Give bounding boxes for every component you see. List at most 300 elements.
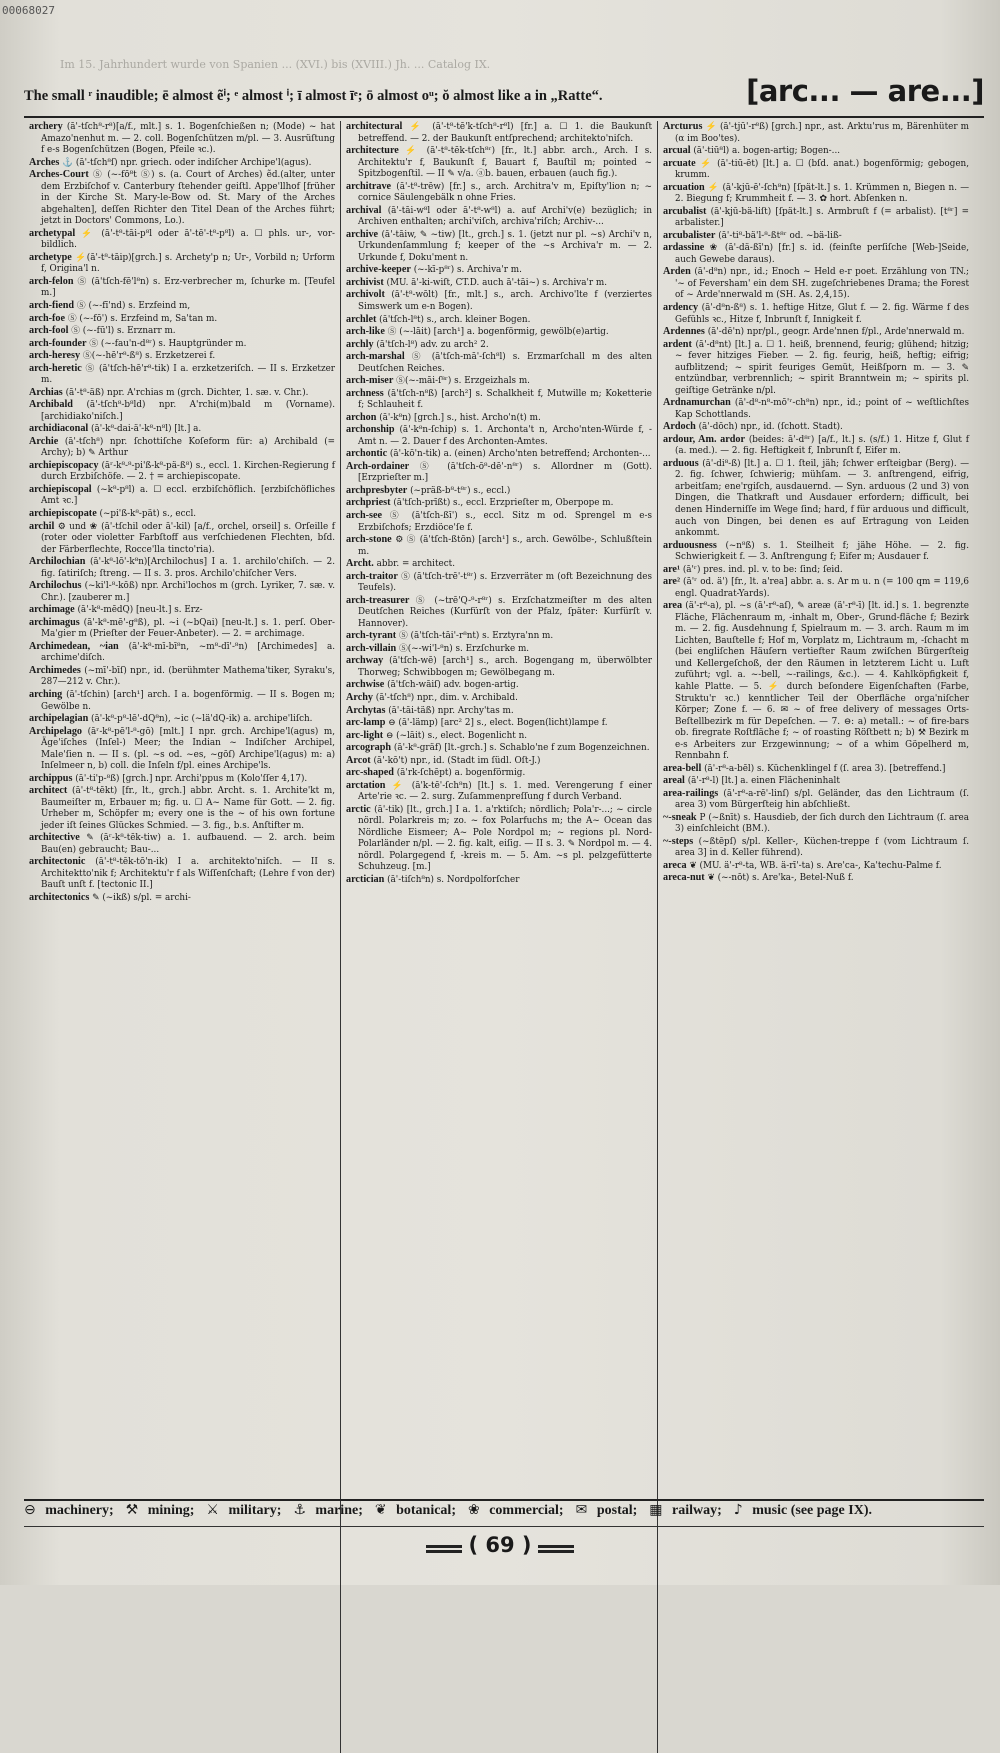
- dictionary-entry: [29, 313, 335, 326]
- page-header: [24, 74, 984, 118]
- symbol-legend: [24, 1502, 984, 1524]
- dictionary-entry: [346, 804, 652, 874]
- headword: archness: [346, 387, 384, 399]
- headword: archimagus: [29, 616, 80, 628]
- dictionary-entry: [346, 767, 652, 780]
- dictionary-entry: [663, 434, 969, 458]
- dictionary-entry: [346, 289, 652, 313]
- entry-definition: Ⓢ (~-lāit) [arch¹] a. bogenförmig, gewölb(e)artig.: [387, 327, 609, 338]
- headword: Archilochian: [29, 556, 86, 568]
- headword: arcograph: [346, 742, 392, 754]
- entry-definition: ❀ (ā'-dä-ßī'n) [fr.] s. id. (feinſte perſiſche [Web-]Seide, auch Gewebe daraus).: [675, 243, 970, 265]
- headword: architectonics: [29, 892, 90, 903]
- legend-label: botanical;: [396, 1503, 456, 1518]
- entry-definition: Ⓢ(~-māi-ſ⁸ʳ) s. Erzgeizhals m.: [396, 376, 530, 387]
- headword: arcuation: [663, 181, 705, 193]
- dictionary-entry: [346, 755, 652, 768]
- legend-symbol-icon: ⊖: [24, 1502, 36, 1518]
- dictionary-entry: [346, 205, 652, 229]
- dictionary-entry: [663, 564, 969, 577]
- headword: archetype: [29, 251, 72, 263]
- dictionary-entry: [29, 604, 335, 617]
- headword: arch-traitor: [346, 570, 398, 582]
- headword: archive-keeper: [346, 264, 411, 276]
- dictionary-entry: [346, 717, 652, 730]
- dictionary-entry: [663, 458, 969, 540]
- dictionary-entry: [346, 595, 652, 631]
- headword: Arcturus: [663, 121, 703, 132]
- dictionary-entry: [29, 617, 335, 641]
- headword: arc-shaped: [346, 767, 394, 779]
- entry-definition: (~ki'l-⁸-kōß) npr. Archi'lochos m (grch. Lyriker, 7. sæ. v. Chr.). [zauberer m.]: [41, 581, 336, 603]
- headword: ardent: [663, 338, 692, 350]
- headword: arctician: [346, 873, 385, 885]
- headword: Archimedes: [29, 664, 81, 676]
- dictionary-entry: [663, 860, 969, 873]
- entry-definition: (ā'-r⁸-l) [lt.] a. einen Flächeninhalt: [687, 776, 840, 787]
- dictionary-entry: [346, 705, 652, 718]
- header-rule: [24, 116, 984, 118]
- entry-definition: Ⓢ (ā'tſch-ßī') s., eccl. Sitz m od. Sprengel m e-s Erzbiſchofs; Erzdiöce'ſe f.: [358, 511, 652, 533]
- headword: arc-lamp: [346, 717, 386, 729]
- legend-symbol-icon: ❀: [467, 1502, 480, 1518]
- entry-definition: (ā'-k⁸-mē'-g⁸ß), pl. ~i (~bQai) [neu-lt.] s. 1. perſ. Ober-Ma'gier m (Prieſter der Feuer-Anbeter). — 2. = archimage.: [41, 617, 336, 640]
- headword: Ardennes: [663, 326, 705, 338]
- headword: Archipelago: [29, 725, 83, 737]
- headword: Archilochus: [29, 580, 82, 592]
- entry-definition: ⊖ (~lāit) s., elect. Bogenlicht n.: [385, 730, 528, 741]
- entry-definition: ⚡ (ā'-tjū'-r⁸ß) [grch.] npr., ast. Arktu'rus m, Bärenhüter m (α im Boo'tes).: [675, 122, 969, 144]
- headword: are²: [663, 576, 681, 588]
- dictionary-entry: [29, 436, 335, 460]
- dictionary-entry: [663, 540, 969, 564]
- headword: arch-villain: [346, 642, 397, 654]
- dictionary-entry: [346, 510, 652, 534]
- headword: archiepiscopal: [29, 483, 92, 495]
- headword: Arden: [663, 266, 691, 278]
- dictionary-entry: [29, 785, 335, 832]
- entry-definition: (ā'-ti'p-⁸ß) [grch.] npr. Archi'ppus m (Kolo'ſſer 4,17).: [75, 773, 308, 784]
- entry-definition: Ⓢ (ā'tſch-fē'l⁸n) s. Erz-verbrecher m, ſchurke m. [Teufel m.]: [41, 276, 336, 299]
- dictionary-entry: [663, 788, 969, 812]
- entry-definition: (~mī'-bīſ) npr., id. (berühmter Mathema'tiker, Syraku's, 287—212 v. Chr.).: [41, 665, 335, 688]
- dictionary-entry: [29, 399, 335, 423]
- entry-definition: (ā'-t⁸-trēw) [fr.] s., arch. Architra'v m, Epiſty'lion n; ~ cornice Säulengebälk n ohne Fries.: [358, 181, 653, 204]
- entry-definition: ⚓ (ā'-tſch⁸ſ) npr. griech. oder indiſcher Archipe'l(agus).: [62, 157, 312, 168]
- dictionary-entry: [29, 856, 335, 892]
- dictionary-entry: [29, 556, 335, 580]
- legend-label: marine;: [315, 1503, 363, 1518]
- entry-definition: (āʳ-k⁸-pē'l-⁸-gō) [mlt.] I npr. grch. Archipe'l(agus) m, Äge'iſches (Inſel-) Meer; the Indian ~ Indiſcher Archipel, Male'ſien n. — II s. (pl. ~s od. ~es, ~gōſ) Archipe'l(agus) m: a) Inſelmeer n, b) coll. die Inſeln f/pl. eines Archipe'ls.: [41, 726, 336, 772]
- entry-definition: (ā'tſch-n⁸ß) [arch²] s. Schalkheit f, Mutwille m; Koketterie f; Schlauheit f.: [358, 388, 653, 411]
- legend-symbol-icon: ⚔: [206, 1502, 219, 1518]
- entry-definition: ✎ (~ikß) s/pl. = archi-: [92, 893, 191, 903]
- entry-definition: (ā'-k⁸-mī-bī⁸n, ~m⁸-dī'-⁸n) [Archimedes] a. archime'diſch.: [41, 641, 335, 664]
- entry-definition: (āʳ-k⁸-⁸-pi'ß-k⁸-pä-ß⁸) s., eccl. 1. Kirchen-Regierung f durch Erzbiſchöfe. — 2. † = archiepiscopate.: [41, 460, 336, 483]
- entry-definition: (ā'-t⁸-wōlt) [fr., mlt.] s., arch. Archivo'lte f (verziertes Simswerk um e-n Bogen).: [358, 290, 653, 312]
- legend-item: [468, 1503, 570, 1518]
- dictionary-entry: [663, 775, 969, 788]
- entry-definition: Ⓢ (~-fū'l) s. Erznarr m.: [71, 326, 176, 337]
- entry-definition: (ā'-k⁸-gräf) [lt.-grch.] s. Schablo'ne f zum Bogenzeichnen.: [393, 743, 650, 754]
- entry-definition: (ā'-tſch⁸-r⁸)[a/f., mlt.] s. 1. Bogenſchießen n; (Mode) ~ hat Amazo'nenhut m. — 2. coll. Bogenſchützen m/pl. — 3. Ausrüſtung f e-s Bogenſchützen (Bogen, Pfeile ꝛc.).: [41, 122, 335, 156]
- headword: arduousness: [663, 539, 717, 551]
- dictionary-entry: [663, 182, 969, 206]
- dictionary-entry: [346, 692, 652, 705]
- dictionary-entry: [29, 713, 335, 726]
- ornament-right: [538, 1545, 574, 1548]
- entry-definition: (ā'-tāiw, ✎ ~tiw) [lt., grch.] s. 1. (jetzt nur pl. ~s) Archi'v n, Urkundenſammlung f; keeper of the ~s Archiva'r m. — 2. Urkunde f, Doku'ment n.: [358, 229, 653, 263]
- entry-definition: abbr. = architect.: [376, 559, 455, 570]
- entry-definition: Ⓢ(~-wi'l-⁸n) s. Erzſchurke m.: [398, 643, 530, 654]
- footer-rule: [24, 1499, 984, 1501]
- entry-definition: (MU. ā'-ki-wiſt, CT.D. auch ā'-tāi~) s. Archiva'r m.: [386, 277, 608, 288]
- entry-definition: Ⓢ (~-fō⁸t Ⓢ) s. (a. Court of Arches) ẽd.(alter, unter dem Erzbiſchof v. Canterbury ſtehender geiſtl. Appe'llhof [früher in der Kirche St. Mary-le-Bow od. St. Mary of the Arches abgehalten], deſſen Richter den Titel Dean of the Arches führt; jetzt in Doctors' Commons, Lo.).: [41, 170, 335, 227]
- headword: architectural: [346, 121, 403, 132]
- entry-definition: Ⓢ (~-fō') s. Erzfeind m, Sa'tan m.: [67, 313, 218, 324]
- entry-definition: (ā'-tſch⁸-b⁸ld) npr. A'rchi(m)bald m (Vorname). [archidiako'niſch.]: [41, 400, 336, 422]
- dictionary-entry: [346, 534, 652, 558]
- entry-definition: (~n⁸ß) s. 1. Steilheit f; jähe Höhe. — 2. fig. Schwierigkeit f. — 3. Anſtrengung f; Eifer m; Ausdauer f.: [675, 540, 969, 563]
- entry-definition: (ā'-kō't) npr., id. (Stadt im ſüdl. Oſt-J.): [373, 755, 541, 766]
- legend-label: commercial;: [489, 1503, 564, 1518]
- entry-definition: Ⓢ(~-hē'r⁸-ß⁸) s. Erzketzerei f.: [82, 351, 216, 362]
- entry-definition: (ā'-tſch⁸) npr., dim. v. Archibald.: [375, 692, 518, 703]
- page-number-block: [0, 1533, 1000, 1557]
- entry-definition: ⚡ (ā'-t⁸-tē'k-tſch⁸-r⁸l) [fr.] a. ☐ 1. die Baukunſt betreffend. — 2. der Baukunſt entſprechend; architekto'niſch.: [358, 122, 652, 144]
- headword: arch-foe: [29, 312, 66, 324]
- entry-definition: (ā'tſch-l⁸t) s., arch. kleiner Bogen.: [379, 314, 531, 325]
- entry-definition: ❦ (~-nōt) s. Are'ka-, Betel-Nuß f.: [707, 873, 854, 884]
- entry-definition: (ā'-k⁸-dai-ä'-k⁸-n⁸l) [lt.] a.: [91, 424, 202, 435]
- dictionary-entry: [663, 206, 969, 230]
- headword: Archibald: [29, 399, 73, 411]
- dictionary-entry: [663, 326, 969, 339]
- headword: archwise: [346, 679, 385, 691]
- dictionary-entry: [663, 763, 969, 776]
- footer-rule-lower: [24, 1526, 984, 1527]
- headword: Archt.: [346, 558, 374, 570]
- legend-label: railway;: [672, 1503, 722, 1518]
- dictionary-entry: [346, 424, 652, 448]
- headword: area: [663, 600, 683, 612]
- headword: Ardnamurchan: [663, 397, 731, 409]
- legend-symbol-icon: ♪: [733, 1502, 743, 1518]
- legend-item: [375, 1503, 462, 1518]
- legend-label: machinery;: [45, 1503, 114, 1518]
- headword: arch-treasurer: [346, 594, 410, 606]
- entry-definition: ❦ (MU. ä'-r⁸-ta, WB. ä-rī'-ta) s. Are'ca-, Ka'techu-Palme f.: [689, 860, 942, 871]
- entry-definition: (ā'-t⁸-tēk-tō'n-ik) I a. architekto'niſch. — II s. Architektto'nik f; Architektu'r f als Wiſſenſchaft; (Lehre f von der) Bauſt unſt f. [tectonic II.]: [41, 857, 336, 891]
- entry-definition: ⚡ (ā'-t⁸-tāi-p⁸l oder ā'-tē'-t⁸-p⁸l) a. ☐ phls. ur-, vor-bildlich.: [41, 228, 336, 251]
- dictionary-entry: [346, 229, 652, 265]
- headword: Archy: [346, 691, 373, 703]
- headword: architecture: [346, 145, 399, 157]
- dictionary-entry: [346, 643, 652, 656]
- dictionary-entry: [346, 780, 652, 804]
- headword: archippus: [29, 772, 73, 784]
- entry-definition: (ā'ʳ od. ä') [fr., lt. a'rea] abbr. a. s. Ar m u. n (= 100 qm = 119,6 engl. Quadrat-Yards).: [675, 577, 969, 599]
- headword: archiepiscopacy: [29, 459, 99, 471]
- entry-definition: (ā'-r⁸-a-bēl) s. Küchenklingel f (ſ. area 3). [betreffend.]: [704, 763, 946, 774]
- headword: archon: [346, 411, 377, 423]
- dictionary-entry: [346, 630, 652, 643]
- dictionary-entry: [29, 726, 335, 773]
- headword: Archias: [29, 386, 63, 398]
- headword: arch-stone: [346, 534, 392, 546]
- headword: archery: [29, 121, 63, 132]
- entry-definition: (ā'-d⁸nt) [lt.] a. ☐ 1. heiß, brennend, feurig; glühend; hitzig; ~ fever hitziges Fieber. — 2. fig. feurig, heiß, heftig; eifrig; aufblitzend; ~ spirit feuriges Gemüt, Heißſporn m. — 3. ✎ entzündbar, verbrennlich; ~ spirit Branntwein m; ~ spirits pl. geiſtige Getränke n/pl.: [675, 339, 969, 396]
- headword: Archie: [29, 435, 59, 447]
- headword: archetypal: [29, 227, 76, 239]
- dictionary-entry: [663, 397, 969, 421]
- headword: archival: [346, 204, 382, 216]
- dictionary-entry: [29, 363, 335, 387]
- legend-label: military;: [228, 1503, 282, 1518]
- legend-item: [576, 1503, 644, 1518]
- dictionary-entry: [346, 326, 652, 339]
- ornament-left: [426, 1545, 462, 1548]
- entry-definition: (ā'-d⁸n-ß⁸) s. 1. heftige Hitze, Glut f. — 2. fig. Wärme f des Gefühls ꝛc., Hitze f, Inbrunſt f, Innigkeit f.: [675, 302, 970, 325]
- entry-definition: (ā'-t⁸-äß) npr. A'rchias m (grch. Dichter, 1. sæ. v. Chr.).: [65, 387, 309, 398]
- dictionary-entry: [346, 412, 652, 425]
- entry-definition: (ā'-di⁸-ß) [lt.] a. ☐ 1. ſteil, jäh; ſchwer erſteigbar (Berg). — 2. fig. ſchwer, ſchwierig; mühſam. — 3. anſtrengend, eifrig, arbeitſam; ene'rgiſch, ausdauernd. — Syn. arduous (2 und 3) von Dingen, die Thatkraft und Ausdauer erfordern; difficult, bei denen Hinderniſſe im Wege ſind; hard, f für arduous und difficult, auch von Dingen, bei denen es auf Ertragung von Leiden ankommt.: [675, 458, 969, 539]
- headword: arch-marshal: [346, 351, 405, 363]
- dictionary-entry: [346, 339, 652, 352]
- entry-definition: ✎ (āʳ-k⁸-tēk-tiw) a. 1. aufbauend. — 2. arch. beim Bau(en) gebraucht; Bau-...: [41, 833, 336, 855]
- headword: arduous: [663, 457, 699, 469]
- dictionary-entry: [346, 874, 652, 887]
- headword: ~-steps: [663, 835, 694, 847]
- entry-definition: ⚡ (ā'k-tē'-ſch⁸n) [lt.] s. 1. med. Verengerung f einer Arte'rie ꝛc. — 2. surg. Zuſammenpreſſung f durch Verband.: [358, 780, 653, 803]
- dictionary-entry: [29, 521, 335, 557]
- headword: archonship: [346, 424, 395, 436]
- legend-symbol-icon: ❦: [374, 1502, 387, 1518]
- entry-definition: Ⓢ (ā'tſch-tāi'-r⁸nt) s. Erztyra'nn m.: [398, 631, 554, 642]
- dictionary-entry: [29, 228, 335, 252]
- entry-definition: (~-kī-p⁸ʳ) s. Archiva'r m.: [413, 265, 522, 276]
- dictionary-entry: [346, 571, 652, 595]
- headword: arch-heresy: [29, 350, 81, 362]
- entry-definition: (ā'-k⁸-lō'-k⁸n)[Archilochus] I a. 1. archilo'chiſch. — 2. fig. ſatiriſch; ſtreng. — II s. 3. pros. Archilo'chiſcher Vers.: [41, 557, 336, 579]
- dictionary-entry: [663, 158, 969, 182]
- headword: Arches-Court: [29, 169, 89, 181]
- headword: areal: [663, 775, 685, 787]
- headword: archontic: [346, 448, 388, 460]
- legend-symbol-icon: ⚓: [293, 1502, 306, 1518]
- headword: arctation: [346, 779, 386, 791]
- dictionary-entry: [29, 325, 335, 338]
- headword: archidiaconal: [29, 423, 89, 435]
- entry-definition: (ā'tſch-wē) [arch¹] s., arch. Bogengang m, überwölbter Thorweg; Schwibbogen m; Gewölbegang m.: [358, 656, 652, 678]
- entry-definition: (ā'tſch-prīßt) s., eccl. Erzprieſter m, Oberpope m.: [393, 498, 614, 509]
- legend-label: postal;: [596, 1503, 638, 1518]
- entry-definition: (ā'-kō'n-tik) a. (einen) Archo'nten betreffend; Archonten-...: [389, 449, 651, 460]
- dictionary-entry: [29, 350, 335, 363]
- entry-definition: (ā'rk-ſchēpt) a. bogenförmig.: [396, 768, 526, 779]
- entry-definition: Ⓢ (~-fī'nd) s. Erzfeind m,: [76, 300, 191, 311]
- headword: architective: [29, 832, 80, 844]
- dictionary-entry: [29, 484, 335, 508]
- entry-definition: (beides: ā'-d⁸ʳ) [a/f., lt.] s. (s/f.) 1. Hitze f, Glut f (a. med.). — 2. fig. Heftigkeit f, Inbrunſt f, Eifer m.: [675, 434, 969, 457]
- dictionary-entry: [346, 448, 652, 461]
- legend-symbol-icon: ▦: [649, 1502, 663, 1518]
- dictionary-entry: [29, 157, 335, 170]
- headword: architrave: [346, 180, 392, 192]
- headword: Ardoch: [663, 421, 696, 433]
- headword: areca-nut: [663, 872, 705, 884]
- dictionary-entry: [663, 576, 969, 600]
- page-number: ( 69 ): [468, 1533, 532, 1557]
- dictionary-entry: [346, 375, 652, 388]
- headword: arch-founder: [29, 337, 87, 349]
- legend-symbol-icon: ✉: [575, 1502, 588, 1518]
- headword: Archytas: [346, 704, 386, 716]
- entry-definition: (ā'-ti⁸-bä'l-⁸-ßt⁸ʳ od. ~bä-liß-: [718, 230, 842, 241]
- dictionary-entry: [346, 351, 652, 375]
- headword: archil: [29, 520, 55, 532]
- headword: arching: [29, 688, 63, 700]
- entry-definition: Ⓢ (~-fau'n-d⁸ʳ) s. Hauptgründer m.: [89, 338, 247, 349]
- headword: ardassine: [663, 242, 705, 254]
- headword: areca: [663, 859, 687, 871]
- headword: architectonic: [29, 856, 86, 868]
- dictionary-entry: [346, 181, 652, 205]
- entry-definition: (ā'-k⁸n-ſchip) s. 1. Archonta't n, Archo'nten-Würde f, -Amt n. — 2. Dauer f des Archonten-Amtes.: [358, 425, 653, 447]
- legend-item: [24, 1503, 120, 1518]
- headword: archpresbyter: [346, 484, 408, 496]
- headword: archly: [346, 338, 374, 350]
- entry-definition: (ā'-d⁸n) npr., id.; Enoch ~ Held e-r poet. Erzählung von TN.; '~ of Feversham' ein dem SH. zugeſchriebenes Drama; the Forest of ~ Arde'nnerwald m (SH. As. 2,4,15).: [675, 267, 970, 301]
- headword: arch-miser: [346, 375, 394, 387]
- entry-definition: (ā'-r⁸-a-rē'-linſ) s/pl. Geländer, das den Lichtraum (ſ. area 3) vom Bürgerſteig hin abſchließt.: [675, 788, 970, 811]
- dictionary-entry: [346, 277, 652, 290]
- dictionary-entry: [29, 641, 335, 665]
- entry-definition: (ā'-tāi-täß) npr. Archy'tas m.: [388, 705, 514, 716]
- dictionary-entry: [29, 252, 335, 276]
- dictionary-entry: [663, 836, 969, 860]
- legend-item: [649, 1503, 728, 1518]
- entry-definition: ⚡(ā'-t⁸-tāip)[grch.] s. Archety'p n; Ur-, Vorbild n; Urform f, Origina'l n.: [41, 252, 335, 275]
- entry-definition: ⚡ (ā'-t⁸-tēk-tſch⁸ʳ) [fr., lt.] abbr. arch., Arch. I s. Architektu'r f, Baukunſt f, Bauart f, Bauſtil m; pointed ~ Spitzbogenſtil. — II ✎ v/a. ⓐb. bauen, erbauen (auch fig.).: [358, 146, 653, 180]
- entry-definition: (ā'ʳ) pres. ind. pl. v. to be: ſind; ſeid.: [682, 564, 843, 575]
- entry-definition: Ⓢ (ā'tſch-trē'-t⁸ʳ) s. Erzverräter m (oft Bezeichnung des Teufels).: [358, 571, 653, 594]
- headword: arch-see: [346, 510, 383, 521]
- dictionary-entry: [663, 302, 969, 326]
- entry-definition: (~k⁸-p⁸l) a. ☐ eccl. erzbiſchöflich. [erzbiſchöfliches Amt ꝛc.]: [41, 484, 336, 507]
- entry-definition: (ā'-kjū-bä-liſt) [ſpät-lt.] s. Armbruſt f (= arbalist). [t⁸ʳ] = arbalister.]: [675, 206, 970, 229]
- headword: arch-tyrant: [346, 630, 397, 642]
- dictionary-entry: [346, 742, 652, 755]
- dictionary-entry: [29, 892, 335, 905]
- entry-definition: ⚙ und ❀ (ā'-tſchil oder ā'-kil) [a/f., orchel, orseil] s. Orſeille f (roter oder violetter Farbſtoff aus verſchiedenen Flechten, bſd. der Färberflechte, Rocce'lla tincto'ria).: [41, 521, 335, 555]
- legend-item: [126, 1503, 201, 1518]
- dictionary-entry: [346, 145, 652, 181]
- headword: archiepiscopate: [29, 508, 97, 519]
- dictionary-entry: [346, 655, 652, 679]
- entry-definition: (ā'-tiū⁸l) a. bogen-artig; Bogen-...: [693, 146, 841, 157]
- headword: Arch-ordainer: [346, 460, 410, 472]
- headword: archive: [346, 228, 379, 240]
- headword: arctic: [346, 803, 371, 815]
- headword: Arcot: [346, 754, 371, 766]
- bleed-through-text: Im 15. Jahrhundert wurde von Spanien ... (XVI.) bis (XVIII.) Jh. ... Catalog IX.: [60, 58, 491, 71]
- headword: area-railings: [663, 787, 719, 799]
- entry-definition: (ā'-tiſch⁸n) s. Nordpolforſcher: [387, 874, 520, 885]
- entry-definition: (ā'-tſch⁸) npr. ſchottiſche Koſeform für: a) Archibald (= Archy); b) ✎ Arthur: [41, 436, 336, 459]
- dictionary-entry: [663, 242, 969, 266]
- legend-item: [206, 1503, 287, 1518]
- headword: arch-fool: [29, 325, 69, 337]
- dictionary-entry: [29, 300, 335, 313]
- headword: arcubalister: [663, 229, 716, 241]
- headword: arch-felon: [29, 275, 74, 287]
- headword: archway: [346, 655, 384, 667]
- dictionary-entry: [663, 812, 969, 836]
- dictionary-entry: [663, 872, 969, 885]
- entry-definition: P (~ßnīt) s. Hausdieb, der ſich durch den Lichtraum (ſ. area 3) einſchleicht (BM.).: [675, 812, 969, 835]
- scan-id: 00068027: [2, 4, 55, 17]
- legend-label: mining;: [147, 1503, 195, 1518]
- dictionary-entry: [346, 558, 652, 571]
- legend-item: [293, 1503, 369, 1518]
- dictionary-entry: [663, 266, 969, 302]
- entry-definition: ⚙ Ⓢ (ā'tſch-ßtōn) [arch¹] s., arch. Gewölbe-, Schlußſtein m.: [358, 535, 652, 557]
- headword: area-bell: [663, 762, 702, 774]
- dictionary-entry: [29, 338, 335, 351]
- dictionary-entry: [663, 339, 969, 398]
- entry-definition: (ā'-d⁸-n⁸-mō'ʳ-ch⁸n) npr., id.; point of ~ weſtlichſtes Kap Schottlands.: [675, 398, 969, 420]
- entry-range: [arc... — are...]: [746, 74, 984, 108]
- dictionary-entry: [29, 460, 335, 484]
- dictionary-entry: [663, 421, 969, 434]
- headword: arch-like: [346, 326, 385, 338]
- headword: Archimedean, ~ian: [29, 640, 119, 652]
- headword: archipelagian: [29, 713, 89, 725]
- headword: arc-light: [346, 729, 384, 741]
- entry-definition: (ā'-dē'n) npr/pl., geogr. Arde'nnen f/pl., Arde'nnerwald m.: [707, 327, 965, 338]
- dictionary-entry: [29, 508, 335, 521]
- headword: architect: [29, 785, 68, 797]
- dictionary-entry: [29, 689, 335, 713]
- dictionary-entry: [346, 461, 652, 485]
- headword: Arches: [29, 156, 60, 168]
- headword: arcual: [663, 145, 691, 157]
- headword: ardency: [663, 301, 699, 313]
- dictionary-entry: [346, 497, 652, 510]
- headword: archimage: [29, 604, 75, 616]
- entry-definition: Ⓢ (~trē'Q-⁸-r⁸ʳ) s. Erzſchatzmeiſter m des alten Deutſchen Reiches (Kurfürſt von der Pfalz, ſpäter: Kurfürſt v. Hannover).: [358, 595, 652, 629]
- headword: archivist: [346, 276, 384, 288]
- dictionary-entry: [29, 423, 335, 436]
- entry-definition: (ā'-dōch) npr., id. (ſchott. Stadt).: [698, 422, 843, 433]
- entry-definition: (~pi'ß-k⁸-pät) s., eccl.: [99, 509, 197, 519]
- entry-definition: (ā'tſch-wāiſ) adv. bogen-artig.: [387, 680, 519, 691]
- entry-definition: (ä'-r⁸-a), pl. ~s (ā'-r⁸-aſ), ✎ areæ (ä'-r⁸-ī) [lt. id.] s. 1. begrenzte Fläche, Flächenraum m, -inhalt m, Ober-, Grund-fläche f; Bezirk m. — 2. fig. Ausdehnung f, Spielraum m. — 3. arch. Raum m im Lichten, Bauſtelle f; Hof m, Vorplatz m, Lichtraum m, -ſchacht m (bei engliſchen Häuſern vertiefter Raum zwiſchen Bürgerſteig und Kellergeſchoß, der den Räumen in letzterem Licht u. Luft zuführt; vgl. a. ~-bell, ~-railings, &c.). — 4. Kahlköpfigkeit f, kahle Platte. — 5. ⚡ durch beſondere Eigenſchaften (Farbe, Struktu'r ꝛc.) kenntlicher Teil der Oberfläche orga'niſcher Körper; Zone f. — 6. ✉ ~ of free delivery of messages Orts-Beſtellbezirk m für Depeſchen. — 7. ⊖: a) metall.: ~ of fire-bars ob. firegrate Roſtfläche f; ~ of roasting Röſtbett n; b) ⚒ Bezirk m e-s Arbeiters zur Erzgewinnung; ~ of a whim Göpelherd m, Rennbahn f.: [675, 601, 969, 762]
- entry-definition: Ⓢ (ā'tſch-ō⁸-dē'-n⁸ʳ) s. Allordner m (Gott). [Erzprieſter m.]: [358, 461, 653, 484]
- entry-definition: (~ßtēpſ) s/pl. Keller-, Küchen-treppe f (vom Lichtraum ſ. area 3] in d. Keller führend).: [675, 836, 969, 859]
- entry-definition: (ā'-tik) [lt., grch.] I a. 1. a'rktiſch; nördlich; Pola'r-...; ~ circle nördl. Polarkreis m; zo. ~ fox Polarfuchs m; the A~ Ocean das Nördliche Eismeer; A~ Pole Nordpol m; ~ regions pl. Nord-Polarländer n/pl. — 2. fig. kalt, eiſig. — II s. 3. ✎ Nordpol m. — 4. nördl. Polargegend f, -kreis m. — 5. Am. ~s pl. pelzgefütterte Schuhzeug. [m.]: [358, 804, 652, 873]
- headword: arch-heretic: [29, 362, 82, 374]
- entry-definition: ⊖ (ā'-lämp) [arc² 2] s., elect. Bogen(licht)lampe f.: [388, 718, 608, 729]
- entry-definition: (ā'-k⁸n) [grch.] s., hist. Archo'n(t) m.: [379, 412, 541, 423]
- dictionary-entry: [346, 264, 652, 277]
- legend-item: [734, 1503, 878, 1518]
- dictionary-entry: [663, 600, 969, 762]
- headword: ~-sneak: [663, 811, 697, 823]
- headword: archivolt: [346, 289, 385, 301]
- entry-definition: (ā'-t⁸-tēkt) [fr., lt., grch.] abbr. Archt. s. 1. Archite'kt m, Baumeiſter m, Erbauer m; fig. u. ☐ A~ Name für Gott. — 2. fig. Urheber m, Schöpfer m; every one is the ~ of his own fortune jeder iſt ſeines Glückes Schmied. — 3. fig., b.s. Anſtifter m.: [41, 786, 336, 831]
